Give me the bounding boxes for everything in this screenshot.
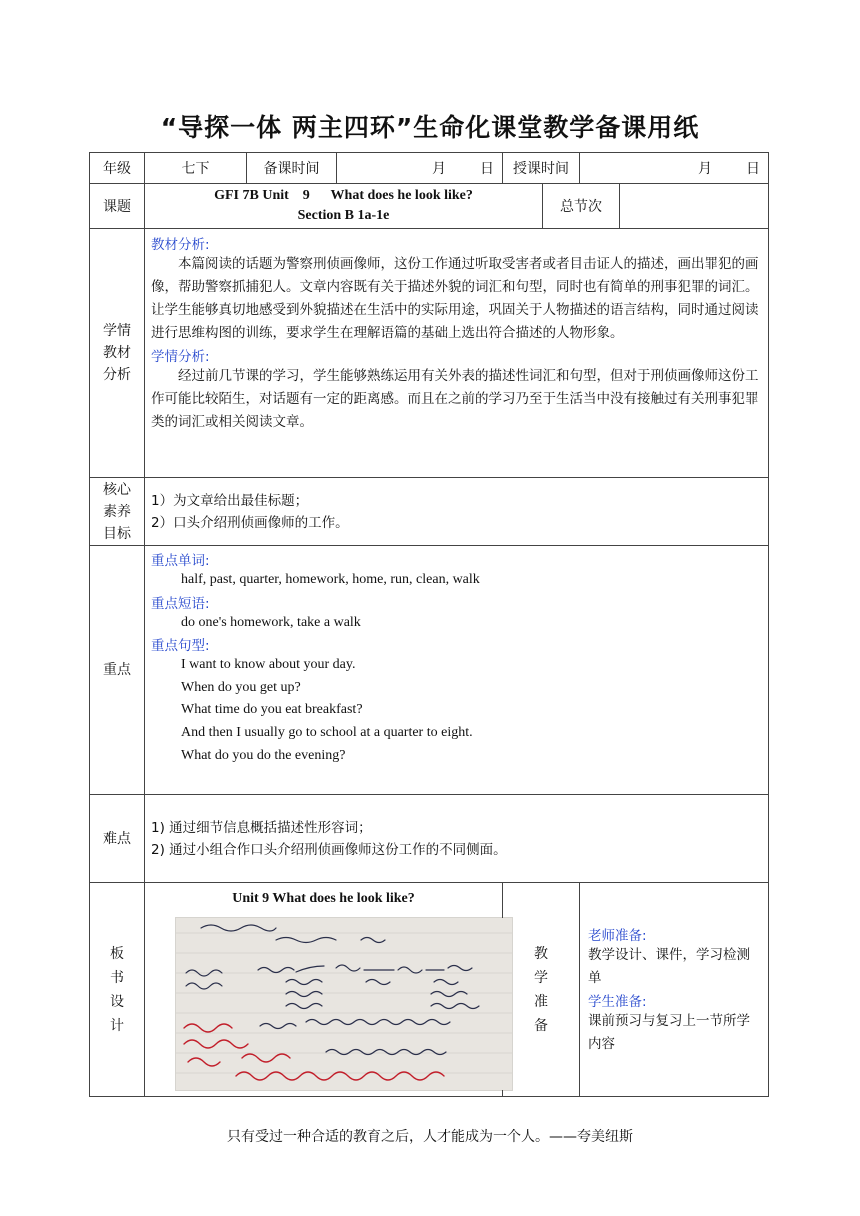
key-points-label: 重点: [90, 546, 145, 795]
analysis-label-1: 学情: [103, 323, 131, 339]
prep-label-3: 准: [534, 993, 548, 1010]
footer-quote: 只有受过一种合适的教育之后，人才能成为一个人。——夸美纽斯: [227, 1129, 633, 1145]
difficulties-row: [90, 795, 769, 883]
goals-label-1: 核心: [103, 481, 131, 498]
difficulty-item-2: 2) 通过小组合作口头介绍刑侦画像师这份工作的不同侧面。: [151, 841, 507, 858]
prep-day: 日: [480, 161, 494, 177]
analysis-label: [90, 229, 145, 478]
board-row: [90, 883, 769, 1097]
difficulty-item-1: 1) 通过细节信息概括描述性形容词；: [151, 819, 372, 836]
teach-month: 月: [698, 161, 712, 177]
prep-time-label: 备课时间: [247, 153, 337, 184]
key-points-content: [145, 546, 769, 795]
board-label-2: 书: [110, 969, 124, 986]
material-text: 本篇阅读的话题为警察刑侦画像师，这份工作通过听取受害者或者目击证人的描述，画出罪犯的画像，帮助警察抓捕犯人。文章内容既有关于描述外貌的词汇和句型，同时也有简单的刑事犯罪的词汇。让学生能够真切地感受到外貌描述在生活中的实际用途，巩固关于人物描述的语言结构，同时通过阅读进行思维构图的训练，要求学生在理解语篇的基础上选出符合描述的人物形象。: [151, 256, 759, 341]
goals-row: [90, 478, 769, 546]
teach-day: 日: [746, 161, 760, 177]
teach-date: [580, 153, 769, 184]
board-content: [145, 883, 503, 1097]
grade-value: 七下: [145, 153, 247, 184]
sentence-2: When do you get up?: [181, 679, 301, 695]
topic-label: 课题: [90, 184, 145, 229]
topic-row: [90, 184, 769, 229]
difficulties-label: 难点: [90, 795, 145, 883]
difficulties-content: [145, 795, 769, 883]
analysis-label-3: 分析: [103, 367, 131, 383]
topic-cell: [145, 184, 543, 229]
prep-month: 月: [432, 161, 446, 177]
sentence-5: What do you do the evening?: [181, 747, 346, 763]
sentence-1: I want to know about your day.: [181, 657, 356, 673]
phrases-heading: 重点短语:: [151, 595, 210, 612]
total-label: 总节次: [543, 184, 620, 229]
board-title: Unit 9 What does he look like?: [232, 891, 415, 906]
board-photo: [175, 917, 513, 1091]
words-text: half, past, quarter, homework, home, run, clean, walk: [181, 572, 480, 587]
prep-date: [337, 153, 503, 184]
student-prep-heading: 学生准备:: [588, 993, 647, 1010]
grade-label: 年级: [90, 153, 145, 184]
prep-label-1: 教: [534, 945, 548, 962]
board-label-3: 设: [110, 993, 124, 1010]
phrases-text: do one's homework, take a walk: [181, 614, 361, 630]
total-value: [620, 184, 769, 229]
sentence-3: What time do you eat breakfast?: [181, 702, 363, 718]
analysis-content: [145, 229, 769, 478]
student-prep-text: 课前预习与复习上一节所学内容: [588, 1012, 750, 1052]
sentence-4: And then I usually go to school at a quarter to eight.: [181, 724, 473, 740]
topic-line1: GFI 7B Unit 9 What does he look like?: [214, 188, 473, 203]
student-heading: 学情分析:: [151, 349, 210, 365]
sentences-heading: 重点句型:: [151, 638, 210, 655]
goals-label-3: 目标: [103, 525, 131, 542]
analysis-label-2: 教材: [103, 345, 131, 361]
header-row: [90, 153, 769, 184]
teach-time-label: 授课时间: [503, 153, 580, 184]
material-heading: 教材分析:: [151, 237, 210, 253]
board-label: [90, 883, 145, 1097]
goals-label-2: 素养: [103, 503, 131, 520]
goal-item-2: 2）口头介绍刑侦画像师的工作。: [151, 514, 349, 531]
teacher-prep-heading: 老师准备:: [588, 927, 647, 944]
board-label-1: 板: [110, 945, 124, 962]
student-text: 经过前几节课的学习，学生能够熟练运用有关外表的描述性词汇和句型，但对于刑侦画像师这份工作可能比较陌生，对话题有一定的距离感。而且在之前的学习乃至于生活当中没有接触过有关刑事犯罪类的词汇或相关阅读文章。: [151, 368, 759, 430]
goals-content: [145, 478, 769, 546]
goal-item-1: 1）为文章给出最佳标题；: [151, 492, 309, 509]
lesson-plan-table: [89, 152, 769, 1097]
analysis-row: [90, 229, 769, 478]
teacher-prep-text: 教学设计、课件，学习检测单: [588, 946, 750, 986]
topic-line2: Section B 1a-1e: [297, 208, 390, 223]
prep-label: [503, 883, 580, 1097]
words-heading: 重点单词:: [151, 553, 210, 569]
prep-label-4: 备: [534, 1017, 548, 1034]
goals-label: [90, 478, 145, 546]
prep-label-2: 学: [534, 969, 548, 986]
board-label-4: 计: [110, 1017, 124, 1034]
prep-content: [580, 883, 769, 1097]
key-points-row: [90, 546, 769, 795]
page-title: “导探一体 两主四环”生命化课堂教学备课用纸: [160, 113, 700, 142]
